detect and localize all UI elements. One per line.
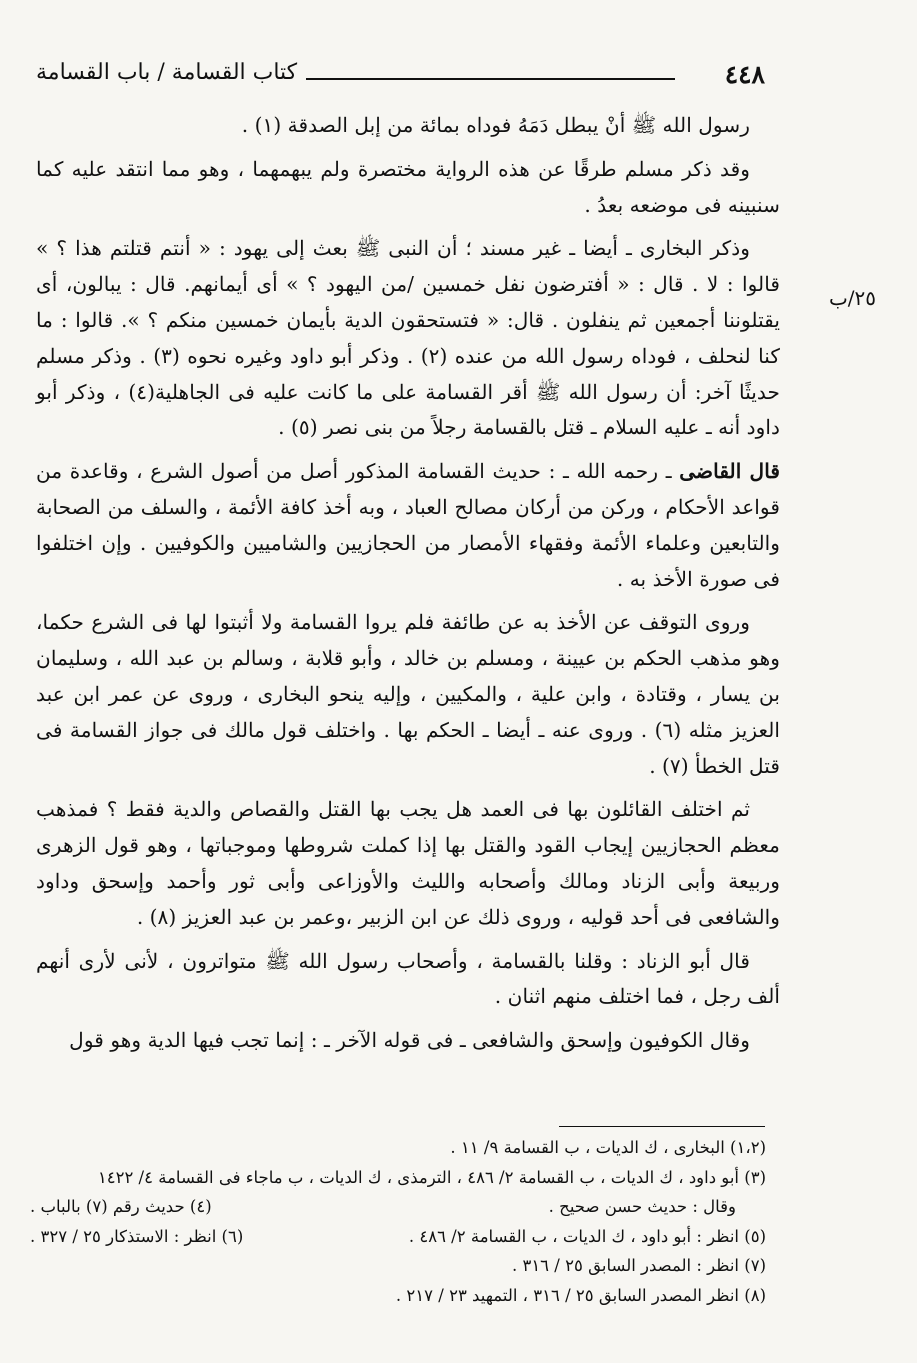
paragraph (36, 152, 780, 224)
paragraph (36, 944, 780, 1016)
footnote-rule (559, 1126, 765, 1127)
paragraph (36, 792, 780, 935)
paragraph (36, 1023, 780, 1059)
footnote (30, 1133, 766, 1163)
footnote (30, 1222, 766, 1252)
footnote (30, 1281, 766, 1311)
paragraph (36, 108, 780, 144)
paragraph-text: ثم اختلف القائلون بها فى العمد هل يجب بها القتل والقصاص والدية فقط ؟ فمذهب معظم الحجازيين إيجاب القود والقتل بها إذا كملت شروطها وموجباتها ، وهو قول الزهرى وربيعة وأبى الزناد ومالك وأصحابه والليث والأوزاعى وأبى ثور وأحمد وإسحق وداود والشافعى فى أحد قوليه ، وروى ذلك عن ابن الزبير ،وعمر بن عبد العزيز (٨) . (36, 797, 780, 929)
running-title: كتاب القسامة / باب القسامة (36, 60, 298, 85)
page-number: ٤٤٨ (724, 60, 765, 89)
paragraph (36, 454, 780, 597)
paragraph-text: قال أبو الزناد : وقلنا بالقسامة ، وأصحاب رسول الله ﷺ متواترون ، لأنى لأرى أنهم ألف رجل ، فما اختلف منهم اثنان . (36, 948, 780, 1009)
page-header (36, 56, 765, 96)
footnote (30, 1251, 766, 1281)
paragraph-text: وقد ذكر مسلم طرقًا عن هذه الرواية مختصرة ولم يبهمهما ، وهو مما انتقد عليه كما سنبينه فى موضعه بعدُ . (36, 156, 780, 217)
footnote-text: (٤) حديث رقم (٧) بالباب . (30, 1197, 212, 1216)
paragraph-text: رسول الله ﷺ أنْ يبطل دَمَهُ فوداه بمائة من إبل الصدقة (١) . (241, 113, 750, 137)
header-rule (306, 78, 675, 80)
paragraph-text: وقال الكوفيون وإسحق والشافعى ـ فى قوله الآخر ـ : إنما تجب فيها الدية وهو قول (69, 1028, 750, 1053)
footnote-text: (١،٢) البخارى ، ك الديات ، ب القسامة ٩/ ١١ . (450, 1138, 766, 1157)
footnotes (30, 1133, 766, 1310)
main-text (36, 108, 780, 1067)
footnote (30, 1192, 766, 1222)
footnote-text: (٣) أبو داود ، ك الديات ، ب القسامة ٢/ ٤٨٦ ، الترمذى ، ك الديات ، ب ماجاء فى القسامة ٤/ ١٤٢٢ (97, 1167, 766, 1187)
footnote-text: (٧) انظر : المصدر السابق ٢٥ / ٣١٦ . (511, 1256, 766, 1275)
footnote-text: (٨) انظر المصدر السابق ٢٥ / ٣١٦ ، التمهيد ٢٣ / ٢١٧ . (395, 1285, 766, 1305)
paragraph-text: وروى التوقف عن الأخذ به عن طائفة فلم يروا القسامة ولا أثبتوا لها فى الشرع حكما، وهو مذهب الحكم بن عيينة ، ومسلم بن خالد ، وأبو قلابة ، وسالم بن عبد الله ، وسليمان بن يسار ، وقتادة ، وابن علية ، والمكيين ، وإليه ينحو البخارى ، وروى عن عمر ابن عبد العزيز مثله (٦) . وروى عنه ـ أيضا ـ الحكم بها . واختلف قول مالك فى جواز القسامة فى قتل الخطأ (٧) . (36, 610, 780, 778)
paragraph (36, 231, 780, 446)
paragraph-lead: قال القاضى (679, 459, 780, 484)
footnote (30, 1163, 766, 1193)
paragraph-text: وذكر البخارى ـ أيضا ـ غير مسند ؛ أن النبى ﷺ بعث إلى يهود : « أنتم قتلتم هذا ؟ » قالوا : لا . قال : « أفترضون نفل خمسين /من اليهود ؟ » أى أيمانهم. قال : يبالون، أى يقتلوننا أجمعين ثم ينفلون . قال: « فتستحقون الدية بأيمان خمسين منكم ؟ ». قالوا : ما كنا لنحلف ، فوداه رسول الله من عنده (٢) . وذكر أبو داود وغيره نحوه (٣) . وذكر مسلم حديثًا آخر: أن رسول الله ﷺ أقر القسامة على ما كانت عليه فى الجاهلية(٤) ، وذكر أبو داود أنه ـ عليه السلام ـ قتل بالقسامة رجلاً من بنى نصر (٥) . (36, 236, 780, 440)
footnote-text: وقال : حديث حسن صحيح . (548, 1197, 736, 1216)
manuscript-folio-marker: ٢٥/ب (828, 286, 876, 310)
paragraph (36, 605, 780, 784)
footnote-text: (٥) انظر : أبو داود ، ك الديات ، ب القسامة ٢/ ٤٨٦ . (408, 1226, 766, 1246)
paragraph-text: ـ رحمه الله ـ : حديث القسامة المذكور أصل من أصول الشرع ، وقاعدة من قواعد الأحكام ، وركن من أركان مصالح العباد ، وبه أخذ كافة الأئمة ، والسلف من الصحابة والتابعين وعلماء الأئمة وفقهاء الأمصار من الحجازيين والشاميين والكوفيين . وإن اختلفوا فى صورة الأخذ به . (36, 459, 780, 591)
footnote-text: (٦) انظر : الاستذكار ٢٥ / ٣٢٧ . (30, 1226, 244, 1246)
